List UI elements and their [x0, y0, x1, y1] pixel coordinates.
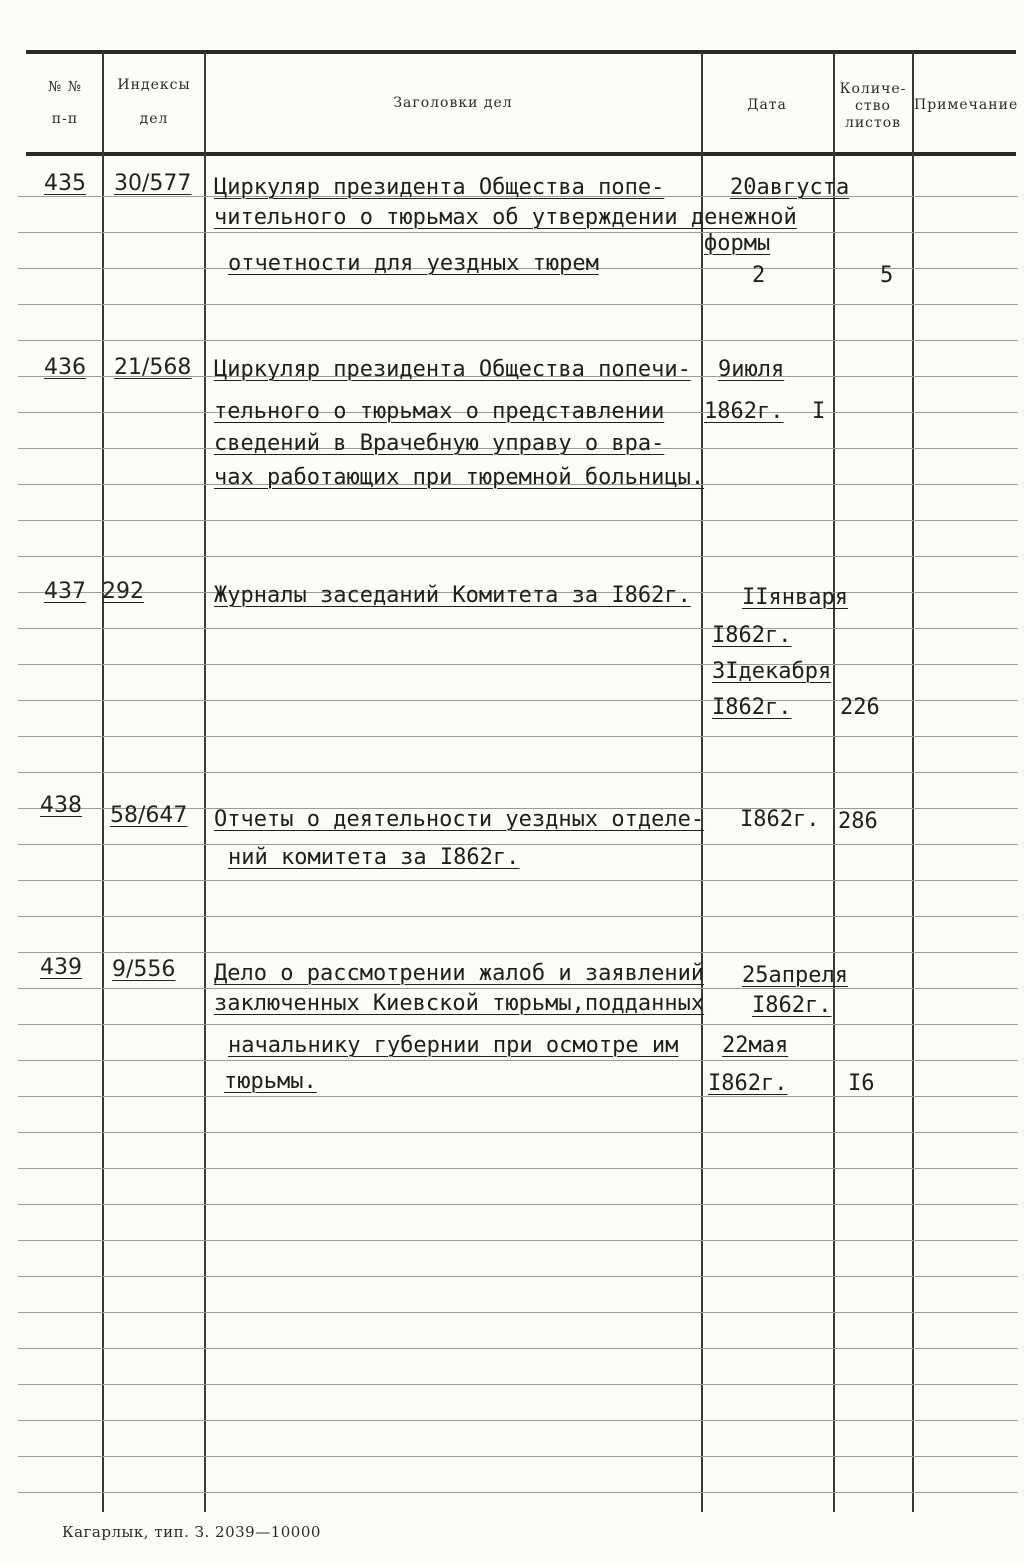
header-notes: Примечание — [914, 97, 1019, 113]
entry-436-num: 436 — [44, 355, 86, 380]
entry-435-date-line-2: 2 — [752, 263, 766, 288]
ruled-line — [18, 304, 1018, 305]
entry-437-sheets: 226 — [840, 695, 880, 720]
ruled-line — [18, 916, 1018, 917]
header-num-bottom: п-п — [51, 111, 79, 127]
header-index-top: Индексы — [117, 77, 191, 93]
header-date: Дата — [747, 97, 787, 113]
ruled-line — [18, 952, 1018, 953]
entry-439-num: 439 — [40, 955, 82, 980]
ruled-line — [18, 1348, 1018, 1349]
col-divider-date — [833, 52, 835, 1512]
entry-437-index: 292 — [102, 579, 144, 604]
entry-436-date-line-1: 9июля — [718, 357, 785, 382]
entry-435-index: 30/577 — [114, 171, 192, 196]
entry-435-title-line-2: чительного о тюрьмах об утверждении денежной — [214, 205, 797, 230]
entry-435-title-line-1: Циркуляр президента Общества попе- — [214, 175, 665, 200]
header-sheets-3: листов — [844, 115, 902, 131]
ruled-line — [18, 1240, 1018, 1241]
entry-438-num: 438 — [40, 793, 82, 818]
entry-439-title-line-4: тюрьмы. — [224, 1069, 317, 1094]
ruled-line — [18, 1492, 1018, 1493]
header-bottom-rule — [26, 152, 1016, 156]
entry-435-title-line-4: отчетности для уездных тюрем — [228, 251, 599, 276]
header-num-top: № № — [48, 79, 82, 95]
entry-437-date-line-2: I862г. — [712, 623, 792, 648]
col-divider-sheets — [912, 52, 914, 1512]
entry-436-title-line-4: чах работающих при тюремной больницы. — [214, 465, 705, 490]
entry-435-sheets: 5 — [880, 263, 894, 288]
entry-439-title-line-3: начальнику губернии при осмотре им — [228, 1033, 679, 1058]
col-divider-index — [204, 52, 206, 1512]
ruled-line — [18, 1132, 1018, 1133]
col-divider-num — [102, 52, 104, 1512]
ruled-line — [18, 1420, 1018, 1421]
entry-435-title-line-3: формы — [704, 231, 771, 256]
entry-438-date-line-1: I862г. — [740, 807, 820, 832]
entry-436-title-line-3: сведений в Врачебную управу о вра- — [214, 431, 665, 456]
header-sheets-1: Количе- — [839, 81, 907, 97]
ruled-line — [18, 520, 1018, 521]
entry-438-index: 58/647 — [110, 803, 188, 828]
entry-439-date-line-4: I862г. — [708, 1071, 788, 1096]
entry-439-sheets: I6 — [848, 1071, 875, 1096]
ruled-line — [18, 772, 1018, 773]
ruled-line — [18, 628, 1018, 629]
entry-437-date-line-4: I862г. — [712, 695, 792, 720]
entry-439-date-line-1: 25апреля — [742, 963, 848, 988]
entry-436-title-line-2: тельного о тюрьмах о представлении — [214, 399, 665, 424]
ruled-line — [18, 232, 1018, 233]
col-divider-title — [701, 52, 703, 1512]
entry-436-date-line-3: I — [812, 399, 826, 424]
ruled-line — [18, 1060, 1018, 1061]
entry-439-title-line-2: заключенных Киевской тюрьмы,подданных — [214, 991, 705, 1016]
header-top-rule — [26, 50, 1016, 54]
entry-438-title-line-1: Отчеты о деятельности уездных отделе- — [214, 807, 705, 832]
entry-439-date-line-3: 22мая — [722, 1033, 789, 1058]
ruled-line — [18, 1384, 1018, 1385]
entry-435-date-line-1: 20августа — [730, 175, 850, 200]
ruled-line — [18, 1024, 1018, 1025]
ruled-line — [18, 1168, 1018, 1169]
entry-435-num: 435 — [44, 171, 86, 196]
entry-437-date-line-1: IIянваря — [742, 585, 848, 610]
ruled-line — [18, 664, 1018, 665]
entry-439-title-line-1: Дело о рассмотрении жалоб и заявлений — [214, 961, 705, 986]
header-title: Заголовки дел — [393, 95, 513, 111]
entry-436-title-line-1: Циркуляр президента Общества попечи- — [214, 357, 691, 382]
header-index-bottom: дел — [139, 111, 169, 127]
ruled-line — [18, 1204, 1018, 1205]
entry-438-title-line-2: ний комитета за I862г. — [228, 845, 520, 870]
ruled-line — [18, 736, 1018, 737]
entry-436-date-line-2: 1862г. — [704, 399, 784, 424]
entry-439-index: 9/556 — [112, 957, 176, 982]
ruled-line — [18, 988, 1018, 989]
entry-437-title-line-1: Журналы заседаний Комитета за I862г. — [214, 583, 691, 608]
ruled-line — [18, 1312, 1018, 1313]
ruled-line — [18, 880, 1018, 881]
ruled-line — [18, 1276, 1018, 1277]
entry-437-date-line-3: 3Iдекабря — [712, 659, 832, 684]
ruled-line — [18, 340, 1018, 341]
entry-438-sheets: 286 — [838, 809, 878, 834]
entry-437-num: 437 — [44, 579, 86, 604]
ruled-line — [18, 1456, 1018, 1457]
entry-439-date-line-2: I862г. — [752, 993, 832, 1018]
header-sheets-2: ство — [855, 98, 891, 114]
ruled-line — [18, 556, 1018, 557]
printer-imprint: Кагарлык, тип. З. 2039—10000 — [62, 1523, 321, 1541]
entry-436-index: 21/568 — [114, 355, 192, 380]
